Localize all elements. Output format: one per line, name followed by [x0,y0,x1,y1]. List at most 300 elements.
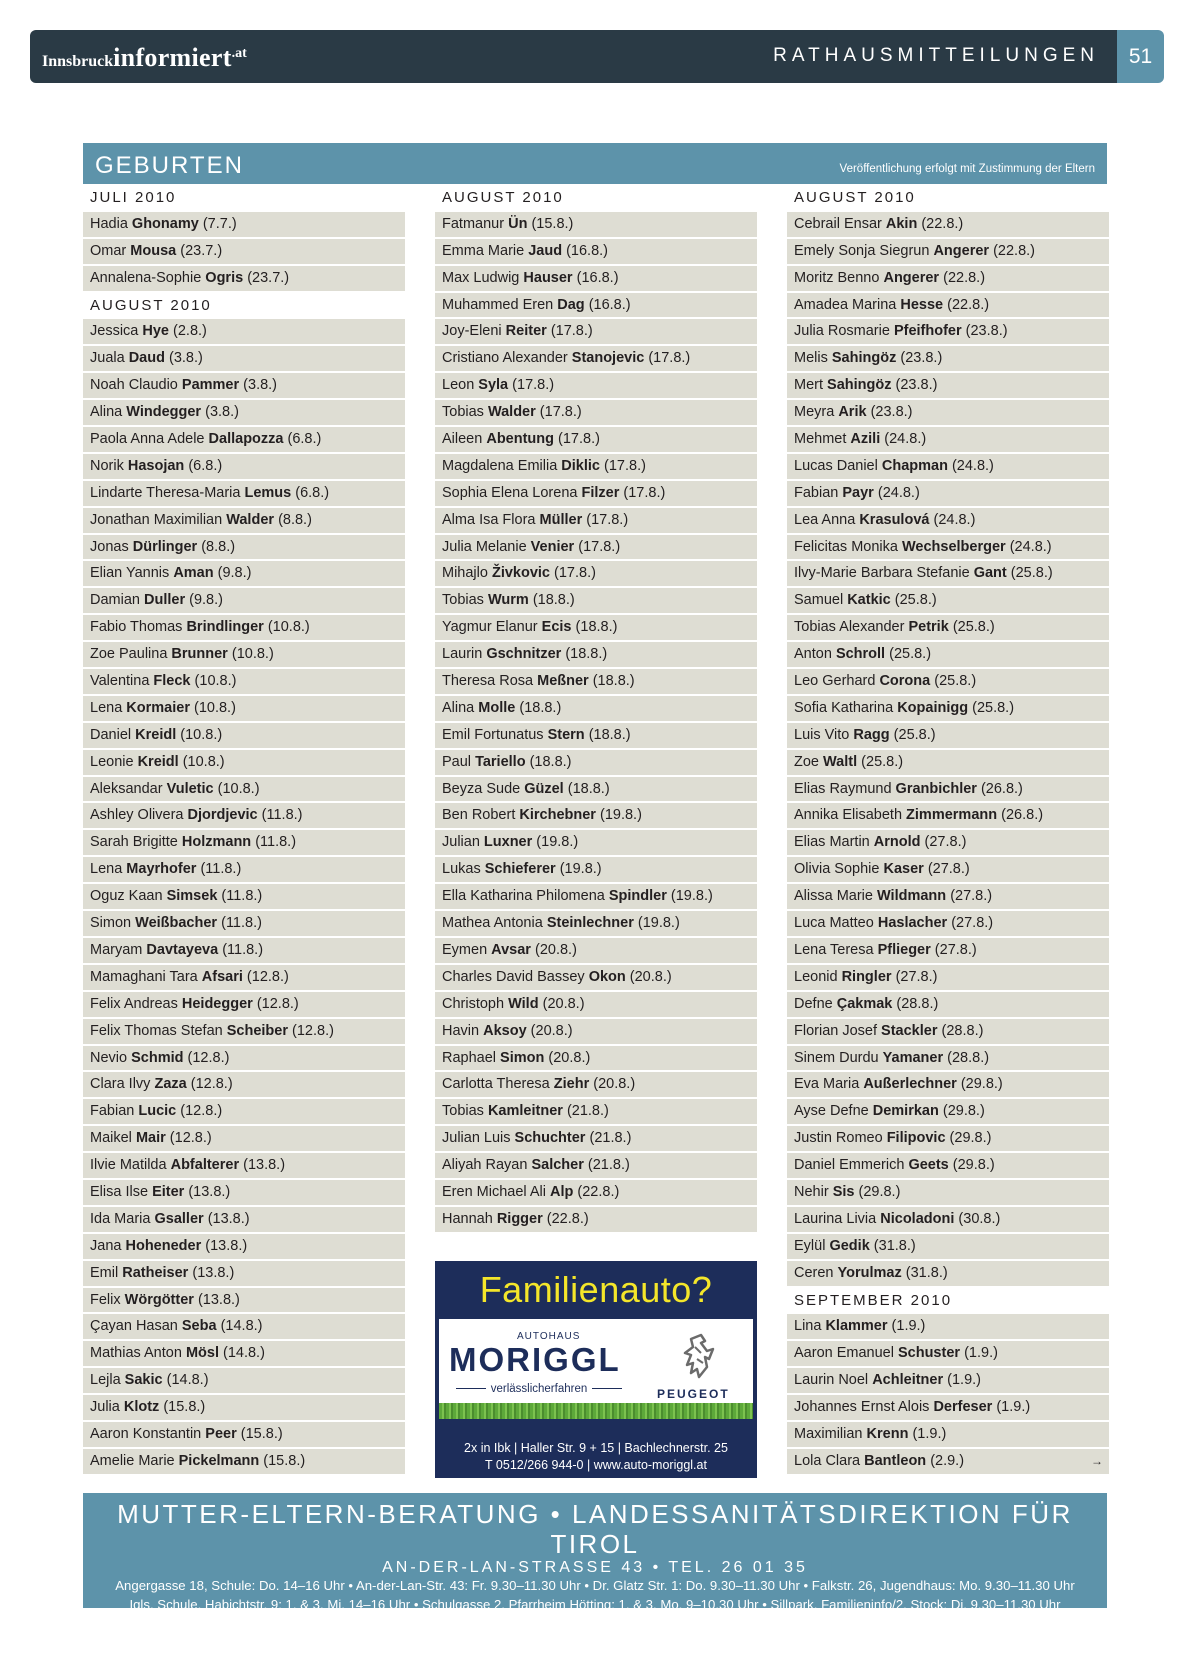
given-names: Fabio Thomas [90,619,183,636]
surname: Klammer [825,1318,888,1335]
birth-entry [435,857,757,884]
given-names: Christoph [442,995,505,1012]
birth-entry [435,1207,757,1234]
birth-date: (23.8.) [965,323,1008,340]
surname: Venier [530,538,575,555]
surname: Hasojan [127,457,185,474]
month-heading: JULI 2010 [90,189,177,206]
surname: Stern [547,726,585,743]
birth-date: (17.8.) [648,350,691,367]
surname: Yamaner [882,1049,944,1066]
birth-date: (12.8.) [190,1076,233,1093]
given-names: Luis Vito [794,726,850,743]
birth-entry [787,427,1109,454]
birth-date: (27.8.) [927,861,970,878]
given-names: Laurin Noel [794,1372,869,1389]
birth-date: (17.8.) [550,323,593,340]
surname: Scheiber [226,1022,288,1039]
birth-date: (23.8.) [900,350,943,367]
given-names: Mamaghani Tara [90,968,198,985]
birth-entry [83,1207,405,1234]
birth-date: (22.8.) [546,1210,589,1227]
birth-date: (1.9.) [996,1399,1031,1416]
birth-entry [83,212,405,239]
birth-date: (24.8.) [933,511,976,528]
given-names: Amelie Marie [90,1452,175,1469]
birth-entry [83,992,405,1019]
birth-entry [83,911,405,938]
given-names: Olivia Sophie [794,861,880,878]
surname: Kaser [883,861,924,878]
surname: Windegger [126,404,202,421]
counseling-footer [83,1493,1107,1630]
birth-date: (19.8.) [599,807,642,824]
birth-date: (11.8.) [200,861,242,878]
surname: Yorulmaz [837,1264,902,1281]
birth-entry [787,535,1109,562]
birth-date: (22.8.) [993,242,1036,259]
birth-entry [787,212,1109,239]
birth-entry [435,293,757,320]
surname: Schuster [897,1345,961,1362]
birth-date: (9.8.) [189,592,223,609]
surname: Ogris [205,269,244,286]
given-names: Alina [442,699,475,716]
given-names: Julian Luis [442,1130,511,1147]
given-names: Leo Gerhard [794,673,876,690]
birth-date: (3.8.) [243,377,278,394]
given-names: Jonas [90,538,129,555]
given-names: Leonie [90,753,134,770]
birth-entry [83,1395,405,1422]
birth-date: (20.8.) [629,968,672,985]
given-names: Aliyah Rayan [442,1157,528,1174]
birth-date: (18.8.) [532,592,575,609]
given-names: Aleksandar [90,780,163,797]
surname: Çakmak [836,995,893,1012]
birth-entry [787,938,1109,965]
birth-date: (10.8.) [182,753,225,770]
brand-logo [42,43,247,73]
surname: Müller [539,511,583,528]
birth-date: (7.7.) [202,215,237,232]
birth-entry [435,830,757,857]
given-names: Felicitas Monika [794,538,898,555]
surname: Aksoy [483,1022,527,1039]
continue-arrow-icon: → [1091,1453,1103,1468]
birth-date: (12.8.) [246,968,289,985]
given-names: Laurin [442,646,483,663]
surname: Gsaller [154,1210,204,1227]
given-names: Laurina Livia [794,1210,877,1227]
birth-entry [787,319,1109,346]
birth-date: (13.8.) [243,1157,286,1174]
given-names: Mathea Antonia [442,915,543,932]
birth-date: (23.7.) [247,269,290,286]
given-names: Simon [90,915,132,932]
given-names: Aileen [442,431,483,448]
month-heading: AUGUST 2010 [442,189,564,206]
birth-date: (19.8.) [637,915,680,932]
surname: Brindlinger [186,619,264,636]
given-names: Tobias [442,592,484,609]
birth-entry [435,319,757,346]
birth-entry [787,1341,1109,1368]
given-names: Lola Clara [794,1452,861,1469]
surname: Ziehr [553,1076,590,1093]
birth-date: (17.8.) [539,404,582,421]
birth-entry [435,454,757,481]
birth-date: (18.8.) [567,780,610,797]
birth-date: (1.9.) [912,1425,947,1442]
birth-date: (13.8.) [197,1291,240,1308]
birth-date: (20.8.) [593,1076,636,1093]
birth-entry [435,884,757,911]
given-names: Aaron Emanuel [794,1345,894,1362]
surname: Wörgötter [124,1291,194,1308]
birth-entry [787,1180,1109,1207]
surname: Ringler [841,968,892,985]
birth-date: (13.8.) [188,1183,231,1200]
birth-entry [83,696,405,723]
birth-date: (8.8.) [201,538,236,555]
surname: Achleitner [872,1372,944,1389]
birth-entry [435,750,757,777]
surname: Walder [487,404,536,421]
birth-date: (18.8.) [529,753,572,770]
birth-entry [787,777,1109,804]
given-names: Mihajlo [442,565,488,582]
birth-date: (11.8.) [221,888,263,905]
birth-date: (11.8.) [261,807,303,824]
surname: Klotz [123,1399,160,1416]
given-names: Joy-Eleni [442,323,502,340]
surname: Dürlinger [132,538,198,555]
birth-date: (29.8.) [942,1103,985,1120]
given-names: Julia Melanie [442,538,527,555]
births-banner [83,143,1107,184]
given-names: Alina [90,404,123,421]
given-names: Leon [442,377,475,394]
birth-entry [83,1341,405,1368]
given-names: Damian [90,592,140,609]
birth-entry [435,400,757,427]
surname: Schuchter [514,1130,586,1147]
birth-date: (25.8.) [972,699,1015,716]
given-names: Emma Marie [442,242,525,259]
surname: Kormaier [126,699,190,716]
given-names: Felix [90,1291,121,1308]
birth-date: (25.8.) [1010,565,1053,582]
birth-date: (20.8.) [542,995,585,1012]
birth-entry [787,400,1109,427]
birth-entry [787,588,1109,615]
birth-date: (27.8.) [924,834,967,851]
given-names: Fabian [90,1103,135,1120]
surname: Akin [885,215,918,232]
birth-entry [435,723,757,750]
surname: Katkic [847,592,891,609]
birth-entry [83,1019,405,1046]
given-names: Lena [90,699,123,716]
given-names: Annalena-Sophie [90,269,202,286]
given-names: Lindarte Theresa-Maria [90,484,241,501]
birth-entry [83,938,405,965]
birth-entry [787,1395,1109,1422]
birth-date: (23.7.) [180,242,223,259]
given-names: Nehir [794,1183,829,1200]
surname: Holzmann [181,834,252,851]
birth-date: (29.8.) [952,1157,995,1174]
birth-date: (11.8.) [255,834,297,851]
birth-entry [787,884,1109,911]
birth-entry [435,669,757,696]
given-names: Daniel Emmerich [794,1157,905,1174]
birth-date: (15.8.) [531,215,574,232]
given-names: Tobias [442,1103,484,1120]
surname: Davtayeva [146,941,219,958]
birth-date: (1.9.) [891,1318,926,1335]
birth-date: (22.8.) [921,215,964,232]
surname: Kirchebner [519,807,596,824]
surname: Peer [205,1425,237,1442]
given-names: Defne [794,995,833,1012]
birth-entry [435,1019,757,1046]
birth-date: (16.8.) [588,296,631,313]
birth-date: (25.8.) [861,753,904,770]
birth-date: (25.8.) [894,592,937,609]
birth-entry [787,454,1109,481]
given-names: Ilvie Matilda [90,1157,167,1174]
birth-date: (10.8.) [217,780,260,797]
given-names: Emil Fortunatus [442,726,544,743]
birth-entry [83,723,405,750]
surname: Demirkan [872,1103,939,1120]
birth-date: (22.8.) [577,1183,620,1200]
birth-entry [787,911,1109,938]
birth-entry [83,535,405,562]
surname: Filzer [581,484,620,501]
birth-date: (29.8.) [949,1130,992,1147]
ad-headline: Familienauto? [479,1269,713,1310]
birth-entry [787,1126,1109,1153]
surname: Heidegger [181,995,253,1012]
birth-date: (27.8.) [951,915,994,932]
brand-part-main: informiert [113,43,232,72]
birth-date: (18.8.) [575,619,618,636]
surname: Geets [908,1157,949,1174]
surname: Salcher [531,1157,584,1174]
surname: Djordjevic [187,807,258,824]
given-names: Eymen [442,941,488,958]
birth-date: (25.8.) [934,673,977,690]
surname: Meßner [537,673,589,690]
birth-date: (12.8.) [256,995,299,1012]
given-names: Juala [90,350,125,367]
surname: Waltl [823,753,858,770]
births-column-2 [435,185,757,1234]
birth-date: (15.8.) [263,1452,306,1469]
birth-date: (18.8.) [565,646,608,663]
surname: Ün [508,215,528,232]
birth-date: (3.8.) [205,404,239,421]
given-names: Charles David Bassey [442,968,585,985]
given-names: Lejla [90,1372,121,1389]
surname: Rigger [496,1210,543,1227]
birth-entry [787,1072,1109,1099]
birth-date: (27.8.) [934,941,977,958]
surname: Eiter [152,1183,185,1200]
birth-date: (6.8.) [287,431,322,448]
birth-date: (11.8.) [221,915,262,932]
surname: Hesse [900,296,944,313]
birth-entry [787,508,1109,535]
birth-date: (14.8.) [220,1318,263,1335]
ad-brand-name: PEUGEOT [657,1387,730,1401]
surname: Arik [838,404,867,421]
brand-part-domain: .at [231,46,247,61]
given-names: Samuel [794,592,844,609]
birth-entry [435,992,757,1019]
given-names: Zoe Paulina [90,646,168,663]
given-names: Annika Elisabeth [794,807,903,824]
footer-line: Igls, Schule, Habichtstr. 9: 1. & 3. Mi. 14–16 Uhr • Schulgasse 2, Pfarrheim Hötting: 1. & 3. Mo. 9–10.30 Uhr • Sillpark, Familieninfo/2. Stock: Di. 9.30–11.30 Uhr [129,1596,1061,1612]
given-names: Theresa Rosa [442,673,534,690]
birth-entry [83,884,405,911]
surname: Tariello [475,753,526,770]
surname: Diklic [561,457,600,474]
birth-entry [83,830,405,857]
surname: Abentung [486,431,554,448]
surname: Walder [226,511,275,528]
given-names: Mert [794,377,823,394]
given-names: Aaron Konstantin [90,1425,202,1442]
birth-date: (19.8.) [559,861,602,878]
birth-entry [435,239,757,266]
birth-entry [787,669,1109,696]
birth-date: (19.8.) [670,888,713,905]
surname: Kreidl [135,726,177,743]
given-names: Ayse Defne [794,1103,869,1120]
ad-small-label: AUTOHAUS [517,1331,581,1342]
birth-entry [435,1046,757,1073]
surname: Krasulová [859,511,930,528]
birth-entry [787,642,1109,669]
section-title: RATHAUSMITTEILUNGEN [773,45,1099,66]
surname: Seba [181,1318,217,1335]
birth-date: (23.8.) [870,404,913,421]
birth-date: (21.8.) [587,1157,630,1174]
birth-date: (29.8.) [858,1183,901,1200]
given-names: Magdalena Emilia [442,457,558,474]
given-names: Elisa Ilse [90,1183,149,1200]
birth-entry [435,1180,757,1207]
given-names: Jana [90,1237,122,1254]
given-names: Beyza Sude [442,780,521,797]
surname: Hye [142,323,169,340]
birth-entry [83,346,405,373]
birth-date: (15.8.) [240,1425,283,1442]
month-heading: AUGUST 2010 [794,189,916,206]
given-names: Lukas [442,861,481,878]
given-names: Paul [442,753,472,770]
given-names: Alma Isa Flora [442,511,536,528]
birth-date: (24.8.) [951,457,994,474]
surname: Payr [842,484,874,501]
birth-date: (6.8.) [295,484,330,501]
birth-date: (2.9.) [930,1452,965,1469]
surname: Jaud [528,242,563,259]
birth-entry [83,1126,405,1153]
surname: Reiter [505,323,547,340]
brand-part-city: Innsbruck [42,53,114,70]
given-names: Lina [794,1318,822,1335]
birth-date: (10.8.) [194,673,237,690]
ad-address: 2x in Ibk | Haller Str. 9 + 15 | Bachlechnerstr. 25 [464,1441,728,1455]
ad-logo-panel [439,1319,753,1419]
surname: Zimmermann [906,807,998,824]
surname: Ecis [541,619,572,636]
given-names: Elian Yannis [90,565,170,582]
birth-entry [787,1207,1109,1234]
birth-date: (24.8.) [1009,538,1052,555]
birth-entry [435,1153,757,1180]
ad-dealer-name: MORIGGL [449,1341,621,1378]
surname: Stanojevic [571,350,645,367]
birth-entry [787,1368,1109,1395]
given-names: Meyra [794,404,835,421]
surname: Gant [973,565,1007,582]
birth-date: (31.8.) [873,1237,916,1254]
birth-entry [83,1422,405,1449]
birth-date: (16.8.) [576,269,619,286]
given-names: Eren Michael Ali [442,1183,546,1200]
given-names: Clara Ilvy [90,1076,151,1093]
surname: Gschnitzer [486,646,562,663]
birth-entry [787,373,1109,400]
surname: Mayrhofer [126,861,197,878]
surname: Sakic [124,1372,163,1389]
surname: Zaza [154,1076,187,1093]
given-names: Fatmanur [442,215,505,232]
surname: Granbichler [895,780,977,797]
surname: Abfalterer [170,1157,240,1174]
month-heading: AUGUST 2010 [90,296,212,314]
birth-date: (20.8.) [530,1022,573,1039]
footer-line: Kaiser-Josef-Str. 5: Mo. 9.30–11.30 Uhr • Technikerstr. 84, ISD-Wohnheim: Di. 9.30–11.30 Uhr • Wörndlestr. 2: Di. 14–16 Uhr [231,1615,959,1630]
surname: Gedik [829,1237,870,1254]
given-names: Omar [90,242,127,259]
birth-entry [435,1072,757,1099]
surname: Stackler [881,1022,938,1039]
surname: Mousa [130,242,177,259]
birth-entry [83,1099,405,1126]
ad-contact: T 0512/266 944-0 | www.auto-moriggl.at [485,1458,707,1472]
surname: Schieferer [484,861,556,878]
birth-date: (26.8.) [1001,807,1044,824]
given-names: Ceren [794,1264,834,1281]
surname: Sis [832,1183,855,1200]
birth-entry [787,1314,1109,1341]
birth-entry [435,1126,757,1153]
surname: Filipovic [886,1130,946,1147]
given-names: Johannes Ernst Alois [794,1399,930,1416]
birth-date: (11.8.) [222,941,264,958]
consent-note: Veröffentlichung erfolgt mit Zustimmung der Eltern [839,163,1095,175]
given-names: Hannah [442,1210,493,1227]
birth-date: (27.8.) [950,888,993,905]
footer-subtitle: AN-DER-LAN-STRASSE 43 • TEL. 26 01 35 [382,1559,808,1576]
